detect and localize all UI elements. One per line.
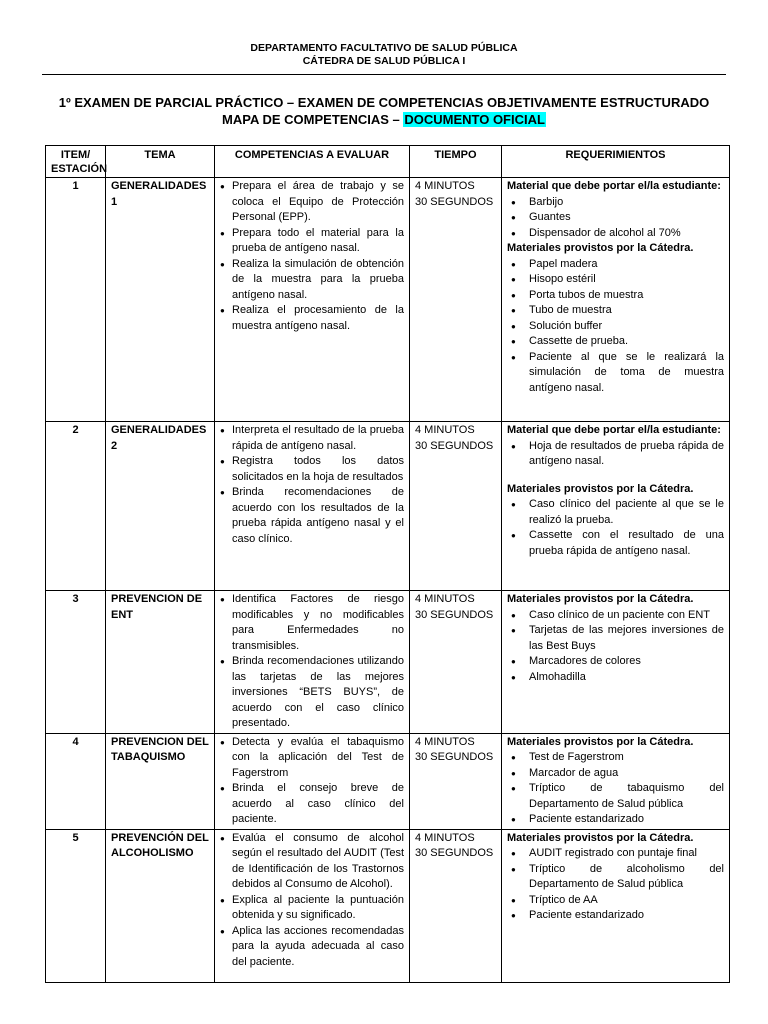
list-item: ● Hisopo estéril bbox=[507, 272, 724, 288]
tiempo-seconds: 30 SEGUNDOS bbox=[415, 439, 494, 452]
item-number: 1 bbox=[46, 178, 106, 422]
list-item: ● Almohadilla bbox=[507, 670, 724, 686]
tiempo-cell bbox=[410, 829, 502, 982]
list-item: ● Registra todos los datos solicitados en la hoja de resultados bbox=[220, 454, 404, 485]
table-row bbox=[46, 422, 730, 591]
list-item: ● Porta tubos de muestra bbox=[507, 288, 724, 304]
section-spacer bbox=[507, 470, 724, 482]
tema-cell: PREVENCIÓN DEL ALCOHOLISMO bbox=[106, 829, 215, 982]
competencias-list bbox=[220, 423, 404, 547]
provided-materials-heading: Materiales provistos por la Cátedra. bbox=[507, 831, 694, 844]
list-item: ● Caso clínico del paciente al que se le realizó la prueba. bbox=[507, 497, 724, 528]
list-item: ● Solución buffer bbox=[507, 319, 724, 335]
list-item: ● Test de Fagerstrom bbox=[507, 750, 724, 766]
tiempo-minutes: 4 MINUTOS bbox=[415, 424, 475, 436]
header-competencias: COMPETENCIAS A EVALUAR bbox=[215, 146, 410, 178]
tiempo-cell bbox=[410, 178, 502, 422]
tiempo-seconds: 30 SEGUNDOS bbox=[415, 847, 494, 859]
provided-materials-heading: Materiales provistos por la Cátedra. bbox=[507, 482, 694, 495]
table-row bbox=[46, 591, 730, 734]
tiempo-cell bbox=[410, 422, 502, 591]
list-item: ● AUDIT registrado con puntaje final bbox=[507, 846, 724, 862]
list-item: ● Brinda el consejo breve de acuerdo al caso clínico del paciente. bbox=[220, 781, 404, 828]
list-item: ● Identifica Factores de riesgo modificables y no modificables para Enfermedades no transmisibles. bbox=[220, 592, 404, 654]
requerimientos-cell bbox=[502, 591, 730, 734]
tema-cell: GENERALIDADES 2 bbox=[106, 422, 215, 591]
list-item: ● Paciente al que se le realizará la simulación de toma de muestra antígeno nasal. bbox=[507, 350, 724, 397]
list-item: ● Interpreta el resultado de la prueba rápida de antígeno nasal. bbox=[220, 423, 404, 454]
competencias-cell bbox=[215, 829, 410, 982]
competencias-list bbox=[220, 735, 404, 828]
header-tiempo: TIEMPO bbox=[410, 146, 502, 178]
item-number: 4 bbox=[46, 733, 106, 829]
student-materials-heading: Material que debe portar el/la estudiante: bbox=[507, 180, 721, 192]
list-item: ● Prepara el área de trabajo y se coloca el Equipo de Protección Personal (EPP). bbox=[220, 179, 404, 226]
provided-materials-heading: Materiales provistos por la Cátedra. bbox=[507, 242, 694, 254]
requerimientos-cell bbox=[502, 422, 730, 591]
requerimientos-cell bbox=[502, 829, 730, 982]
exam-title: 1º EXAMEN DE PARCIAL PRÁCTICO – EXAMEN DE COMPETENCIAS OBJETIVAMENTE ESTRUCTURADO bbox=[58, 95, 710, 110]
list-item: ● Cassette con el resultado de una prueba rápida de antígeno nasal. bbox=[507, 528, 724, 559]
tiempo-minutes: 4 MINUTOS bbox=[415, 180, 475, 192]
student-materials-list bbox=[507, 195, 724, 242]
tiempo-seconds: 30 SEGUNDOS bbox=[415, 195, 494, 208]
list-item: ● Realiza la simulación de obtención de la muestra para la prueba antígeno nasal. bbox=[220, 257, 404, 304]
tiempo-cell bbox=[410, 591, 502, 734]
list-item: ● Caso clínico de un paciente con ENT bbox=[507, 608, 724, 624]
requerimientos-cell bbox=[502, 178, 730, 422]
tema-cell: PREVENCION DEL TABAQUISMO bbox=[106, 733, 215, 829]
tiempo-seconds: 30 SEGUNDOS bbox=[415, 608, 494, 621]
list-item: ● Brinda recomendaciones de acuerdo con los resultados de la prueba rápida antígeno nasal y el caso clínico. bbox=[220, 485, 404, 547]
tiempo-seconds: 30 SEGUNDOS bbox=[415, 751, 494, 763]
competencias-cell bbox=[215, 591, 410, 734]
list-item: ● Tríptico de alcoholismo del Departamento de Salud pública bbox=[507, 862, 724, 893]
header-requerimientos: REQUERIMIENTOS bbox=[502, 146, 730, 178]
provided-materials-list bbox=[507, 608, 724, 686]
tiempo-minutes: 4 MINUTOS bbox=[415, 593, 475, 605]
list-item: ● Tríptico de tabaquismo del Departamento de Salud pública bbox=[507, 781, 724, 812]
document-header bbox=[42, 42, 726, 68]
competencias-cell bbox=[215, 422, 410, 591]
competencias-list bbox=[220, 179, 404, 334]
list-item: ● Cassette de prueba. bbox=[507, 334, 724, 350]
chair-name: CÁTEDRA DE SALUD PÚBLICA I bbox=[302, 55, 466, 67]
provided-materials-list bbox=[507, 846, 724, 924]
list-item: ● Prepara todo el material para la prueba de antígeno nasal. bbox=[220, 226, 404, 257]
list-item: ● Tarjetas de las mejores inversiones de las Best Buys bbox=[507, 623, 724, 654]
tiempo-cell bbox=[410, 733, 502, 829]
header-item: ITEM/ ESTACIÓN bbox=[46, 146, 106, 178]
provided-materials-heading: Materiales provistos por la Cátedra. bbox=[507, 593, 694, 605]
item-number: 2 bbox=[46, 422, 106, 591]
list-item: ● Papel madera bbox=[507, 257, 724, 273]
official-document-highlight: DOCUMENTO OFICIAL bbox=[404, 112, 545, 127]
list-item: ● Detecta y evalúa el tabaquismo con la aplicación del Test de Fagerstrom bbox=[220, 735, 404, 782]
tema-cell: PREVENCION DE ENT bbox=[106, 591, 215, 734]
list-item: ● Dispensador de alcohol al 70% bbox=[507, 226, 724, 242]
provided-materials-list bbox=[507, 257, 724, 397]
list-item: ● Paciente estandarizado bbox=[507, 908, 724, 924]
tema-cell: GENERALIDADES 1 bbox=[106, 178, 215, 422]
provided-materials-list bbox=[507, 750, 724, 828]
competency-table bbox=[45, 145, 730, 983]
list-item: ● Paciente estandarizado bbox=[507, 812, 724, 828]
list-item: ● Brinda recomendaciones utilizando las tarjetas de las mejores inversiones “BETS BUYS”, de acuerdo con el caso clínico presentado. bbox=[220, 654, 404, 732]
list-item: ● Marcadores de colores bbox=[507, 654, 724, 670]
table-header-row bbox=[46, 146, 730, 178]
table-row bbox=[46, 178, 730, 422]
header-divider bbox=[42, 74, 726, 75]
list-item: ● Aplica las acciones recomendadas para la ayuda adecuada al caso del paciente. bbox=[220, 924, 404, 971]
provided-materials-list bbox=[507, 497, 724, 559]
list-item: ● Marcador de agua bbox=[507, 766, 724, 782]
student-materials-heading: Material que debe portar el/la estudiante: bbox=[507, 424, 721, 436]
department-name: DEPARTAMENTO FACULTATIVO DE SALUD PÚBLICA bbox=[250, 42, 518, 54]
competencias-list bbox=[220, 831, 404, 971]
list-item: ● Barbijo bbox=[507, 195, 724, 211]
list-item: ● Tríptico de AA bbox=[507, 893, 724, 909]
competencias-cell bbox=[215, 733, 410, 829]
student-materials-list bbox=[507, 439, 724, 470]
item-number: 3 bbox=[46, 591, 106, 734]
tiempo-minutes: 4 MINUTOS bbox=[415, 831, 475, 844]
requerimientos-cell bbox=[502, 733, 730, 829]
competencias-list bbox=[220, 592, 404, 732]
table-row bbox=[46, 829, 730, 982]
item-number: 5 bbox=[46, 829, 106, 982]
provided-materials-heading: Materiales provistos por la Cátedra. bbox=[507, 735, 694, 748]
list-item: ● Tubo de muestra bbox=[507, 303, 724, 319]
table-row bbox=[46, 733, 730, 829]
list-item: ● Evalúa el consumo de alcohol según el resultado del AUDIT (Test de Identificación de los Trastornos debidos al Consumo de Alcohol). bbox=[220, 831, 404, 893]
list-item: ● Realiza el procesamiento de la muestra antígeno nasal. bbox=[220, 303, 404, 334]
list-item: ● Explica al paciente la puntuación obtenida y su significado. bbox=[220, 893, 404, 924]
competencias-cell bbox=[215, 178, 410, 422]
exam-subtitle bbox=[42, 112, 726, 127]
tiempo-minutes: 4 MINUTOS bbox=[415, 735, 475, 748]
subtitle-prefix: MAPA DE COMPETENCIAS – bbox=[222, 112, 404, 127]
header-tema: TEMA bbox=[106, 146, 215, 178]
list-item: ● Hoja de resultados de prueba rápida de antígeno nasal. bbox=[507, 439, 724, 470]
list-item: ● Guantes bbox=[507, 210, 724, 226]
